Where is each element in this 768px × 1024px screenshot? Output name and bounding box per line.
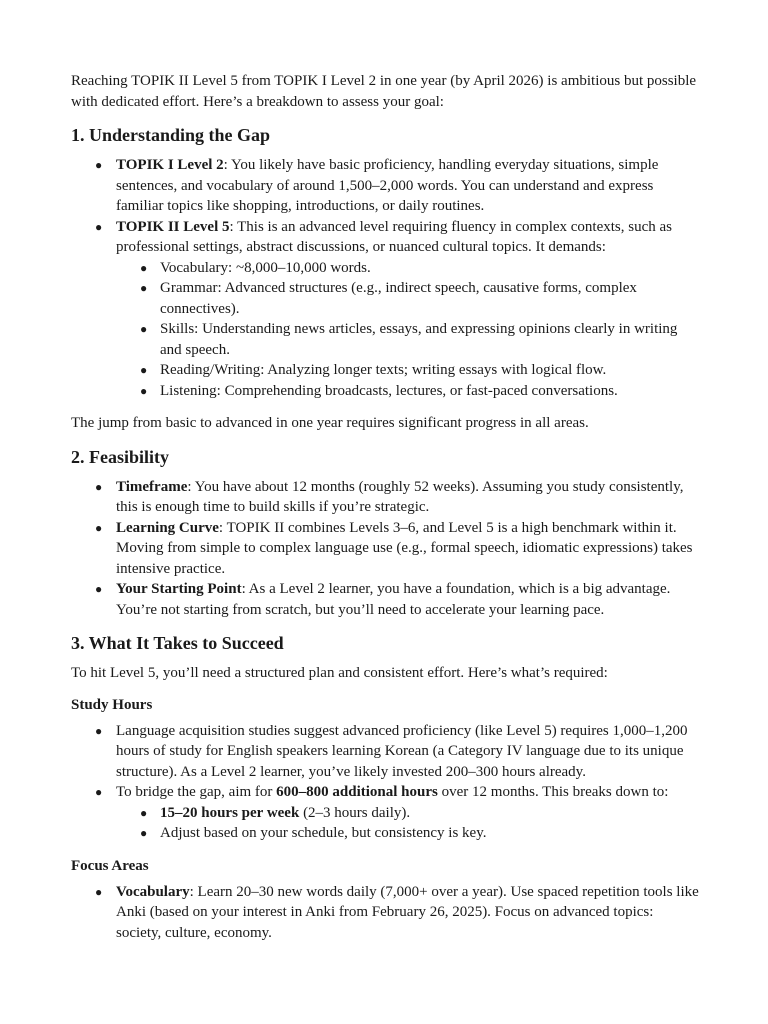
bullet-icon: ●	[140, 383, 148, 398]
subheading-focus-areas: Focus Areas	[71, 857, 149, 874]
list-item: ● TOPIK I Level 2: You likely have basic proficiency, handling everyday situations, simple sentences, and vocabulary of around 1,500–2,000 words. You can understand and express familiar topics like shopping, introductions, or daily routines.	[95, 157, 659, 214]
list-item: ● Adjust based on your schedule, but consistency is key.	[116, 823, 699, 844]
list-item: ● Grammar: Advanced structures (e.g., indirect speech, causative forms, complex connectives).	[140, 280, 637, 317]
list-item: ● 15–20 hours per week (2–3 hours daily).	[116, 803, 699, 824]
bullet-icon: ●	[140, 281, 148, 295]
focus-areas-list	[71, 882, 699, 944]
list-item: ● Vocabulary: ~8,000–10,000 words.	[116, 258, 699, 279]
bullet-icon: ●	[95, 582, 103, 596]
bullet-icon: ●	[95, 219, 103, 234]
bullet-icon: ●	[140, 826, 148, 840]
list-item: ● Reading/Writing: Analyzing longer texts; writing essays with logical flow.	[116, 360, 699, 381]
bullet-icon: ●	[95, 884, 103, 899]
intro-paragraph: Reaching TOPIK II Level 5 from TOPIK I Level 2 in one year (by April 2026) is ambitious but possible with dedicated effort. Here’s a breakdown to assess your goal:	[71, 73, 697, 110]
bullet-icon: ●	[140, 805, 148, 820]
subheading-study-hours: Study Hours	[71, 696, 153, 713]
succeed-intro-paragraph: To hit Level 5, you’ll need a structured plan and consistent effort. Here’s what’s required:	[71, 665, 608, 681]
document-body	[71, 71, 699, 955]
list-item: ● TOPIK II Level 5: This is an advanced level requiring fluency in complex contexts, such as professional settings, abstract discussions, or nuanced cultural topics. It demands: ● Vocabulary: ~8,000–10,000 words. ● Grammar: Advanced structures (e.g., indirect speech, causative forms, complex connectives). ● Skills: Understanding news articles, essays, and expressing opinions clearly in writing and speech. ● Reading/Writing: Analyzing longer texts; writing essays with logical flow. ● Listening: Comprehending broadcasts, lectures, or fast-paced conversations.	[71, 217, 699, 402]
list-item: ● To bridge the gap, aim for 600–800 additional hours over 12 months. This breaks down to: ● 15–20 hours per week (2–3 hours daily). ● Adjust based on your schedule, but consistency is key.	[71, 782, 699, 844]
bullet-icon: ●	[140, 322, 148, 336]
bullet-icon: ●	[140, 363, 148, 377]
section-heading-gap: 1. Understanding the Gap	[71, 125, 271, 145]
list-item: ● Vocabulary: Learn 20–30 new words daily (7,000+ over a year). Use spaced repetition tools like Anki (based on your interest in Anki from February 26, 2025). Focus on advanced topics: society, culture, economy.	[95, 883, 699, 941]
section-heading-feasibility: 2. Feasibility	[71, 446, 169, 467]
bullet-icon: ●	[95, 158, 103, 172]
list-item: ● Timeframe: You have about 12 months (roughly 52 weeks). Assuming you study consistently, this is enough time to build skills if you’re strategic.	[95, 478, 684, 515]
study-hours-list	[71, 721, 699, 844]
bullet-icon: ●	[95, 520, 103, 535]
bullet-icon: ●	[95, 723, 103, 738]
gap-closing-paragraph: The jump from basic to advanced in one year requires significant progress in all areas.	[71, 415, 589, 431]
section-heading-succeed: 3. What It Takes to Succeed	[71, 633, 284, 653]
feasibility-list	[71, 477, 699, 621]
bullet-icon: ●	[95, 785, 103, 799]
list-item: ● Language acquisition studies suggest advanced proficiency (like Level 5) requires 1,000–1,200 hours of study for English speakers learning Korean (a Category IV language due to its unique structure). As a Level 2 learner, you’ve likely invested 200–300 hours already.	[95, 722, 688, 780]
weekly-breakdown-sublist	[116, 803, 699, 844]
list-item: ● Listening: Comprehending broadcasts, lectures, or fast-paced conversations.	[116, 381, 699, 402]
bullet-icon: ●	[95, 479, 103, 494]
list-item: ● Learning Curve: TOPIK II combines Levels 3–6, and Level 5 is a high benchmark within it. Moving from simple to complex language use (e.g., formal speech, idiomatic expressions) takes intensive practice.	[95, 519, 693, 577]
gap-list	[71, 155, 699, 401]
requirements-sublist	[116, 258, 699, 402]
list-item: ● Skills: Understanding news articles, essays, and expressing opinions clearly in writing and speech.	[140, 321, 678, 358]
list-item: ● Your Starting Point: As a Level 2 learner, you have a foundation, which is a big advantage. You’re not starting from scratch, but you’ll need to accelerate your learning pace.	[95, 581, 671, 618]
bullet-icon: ●	[140, 260, 148, 275]
